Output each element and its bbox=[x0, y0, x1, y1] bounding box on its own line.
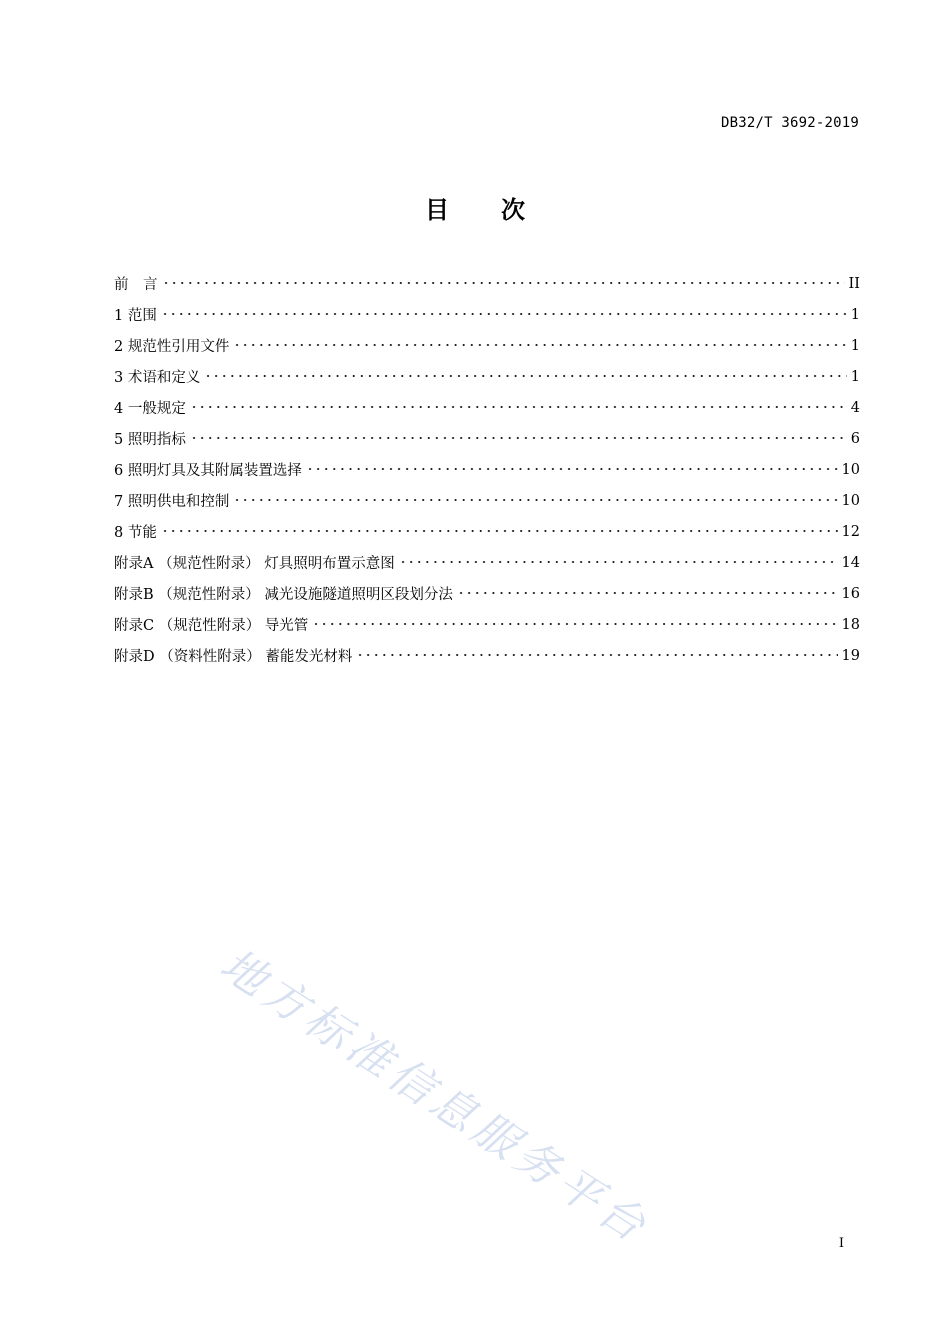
toc-entry-label: 8 节能 bbox=[114, 525, 157, 541]
toc-leader-dots bbox=[161, 524, 838, 538]
toc-entry-page: 16 bbox=[841, 585, 860, 602]
toc-entry-label: 4 一般规定 bbox=[114, 401, 186, 417]
toc-entry-page: 1 bbox=[850, 337, 860, 354]
toc-entry-page: 12 bbox=[841, 523, 860, 540]
document-code: DB32/T 3692-2019 bbox=[720, 115, 859, 131]
toc-entry-foreword[interactable] bbox=[114, 268, 860, 299]
toc-entry-page: 4 bbox=[850, 399, 860, 416]
toc-leader-dots bbox=[457, 586, 838, 600]
toc-entry-label: 7 照明供电和控制 bbox=[114, 494, 230, 510]
toc-entry-general-provisions[interactable] bbox=[114, 392, 860, 423]
toc-entry-label: 3 术语和定义 bbox=[114, 370, 201, 386]
toc-entry-page: 1 bbox=[850, 368, 860, 385]
toc-leader-dots bbox=[312, 617, 837, 631]
page-number: I bbox=[838, 1236, 844, 1251]
toc-entry-scope[interactable] bbox=[114, 299, 860, 330]
toc-entry-normative-references[interactable] bbox=[114, 330, 860, 361]
toc-entry-page: 19 bbox=[841, 647, 860, 664]
toc-leader-dots bbox=[233, 493, 837, 507]
toc-entry-label: 附录A （规范性附录） 灯具照明布置示意图 bbox=[114, 556, 395, 572]
toc-entry-label: 5 照明指标 bbox=[114, 432, 186, 448]
toc-leader-dots bbox=[356, 648, 837, 662]
toc-entry-page: 14 bbox=[841, 554, 860, 571]
toc-leader-dots bbox=[233, 338, 846, 352]
toc-entry-luminaire-selection[interactable] bbox=[114, 454, 860, 485]
toc-entry-power-supply-control[interactable] bbox=[114, 485, 860, 516]
toc-entry-lighting-indicators[interactable] bbox=[114, 423, 860, 454]
toc-leader-dots bbox=[161, 307, 847, 321]
toc-entry-page: 6 bbox=[850, 430, 860, 447]
toc-leader-dots bbox=[162, 276, 845, 290]
toc-entry-label: 2 规范性引用文件 bbox=[114, 339, 230, 355]
toc-entry-page: 10 bbox=[841, 461, 860, 478]
page-title bbox=[0, 190, 950, 225]
toc-entry-label: 附录D （资料性附录） 蓄能发光材料 bbox=[114, 649, 353, 665]
toc-entry-label: 前 言 bbox=[114, 277, 158, 293]
table-of-contents bbox=[114, 268, 860, 671]
toc-entry-appendix-b[interactable] bbox=[114, 578, 860, 609]
toc-entry-page: 10 bbox=[841, 492, 860, 509]
toc-entry-terms-definitions[interactable] bbox=[114, 361, 860, 392]
toc-leader-dots bbox=[190, 400, 847, 414]
toc-entry-energy-saving[interactable] bbox=[114, 516, 860, 547]
toc-entry-appendix-c[interactable] bbox=[114, 609, 860, 640]
toc-entry-page: II bbox=[848, 275, 860, 292]
toc-entry-label: 附录C （规范性附录） 导光管 bbox=[114, 618, 309, 634]
toc-entry-appendix-d[interactable] bbox=[114, 640, 860, 671]
toc-leader-dots bbox=[204, 369, 846, 383]
toc-entry-page: 1 bbox=[850, 306, 860, 323]
watermark-text: 地方标准信息服务平台 bbox=[211, 939, 659, 1255]
page-title-part-2: 次 bbox=[501, 196, 525, 224]
toc-leader-dots bbox=[190, 431, 847, 445]
toc-entry-label: 1 范围 bbox=[114, 308, 157, 324]
toc-leader-dots bbox=[399, 555, 838, 569]
toc-entry-appendix-a[interactable] bbox=[114, 547, 860, 578]
page-title-part-1: 目 bbox=[425, 196, 449, 224]
toc-entry-page: 18 bbox=[841, 616, 860, 633]
toc-leader-dots bbox=[306, 462, 838, 476]
toc-entry-label: 6 照明灯具及其附属装置选择 bbox=[114, 463, 302, 479]
toc-entry-label: 附录B （规范性附录） 减光设施隧道照明区段划分法 bbox=[114, 587, 453, 603]
